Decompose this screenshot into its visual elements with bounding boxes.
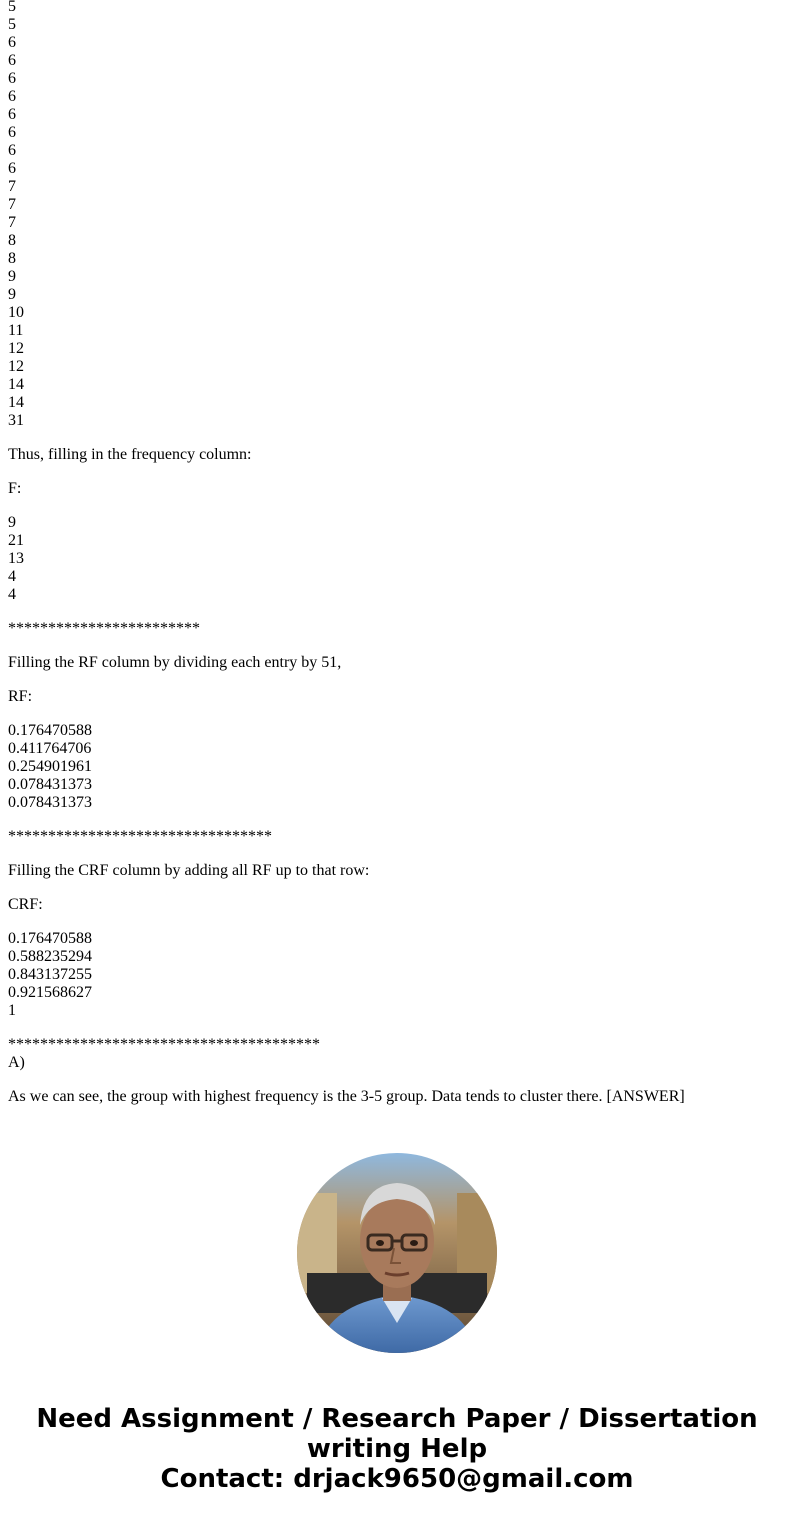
list-item: 12 [8, 358, 24, 375]
list-item: 5 [8, 0, 16, 15]
list-item: 21 [8, 532, 24, 549]
list-item: 7 [8, 178, 16, 195]
separator: *************************************** [8, 1036, 320, 1053]
list-item: 10 [8, 304, 24, 321]
part-label: A) [8, 1054, 25, 1071]
answer-text: As we can see, the group with highest frequency is the 3-5 group. Data tends to cluster there. [ANSWER] [8, 1088, 685, 1105]
tutor-photo [297, 1153, 497, 1353]
list-item: 6 [8, 142, 16, 159]
list-item: 0.588235294 [8, 948, 92, 965]
list-item: 8 [8, 232, 16, 249]
list-item: 7 [8, 196, 16, 213]
list-item: 6 [8, 52, 16, 69]
frequency-label: F: [8, 480, 22, 497]
list-item: 4 [8, 586, 16, 603]
list-item: 1 [8, 1002, 16, 1019]
list-item: 0.921568627 [8, 984, 92, 1001]
list-item: 13 [8, 550, 24, 567]
list-item: 0.078431373 [8, 794, 92, 811]
promo-line: writing Help [306, 1434, 488, 1464]
list-item: 9 [8, 514, 16, 531]
crf-intro: Filling the CRF column by adding all RF up to that row: [8, 862, 370, 879]
promo-line: Need Assignment / Research Paper / Dissertation [36, 1404, 758, 1434]
rf-values [8, 722, 786, 812]
person-portrait-icon [297, 1153, 497, 1353]
list-item: 0.176470588 [8, 722, 92, 739]
list-item: 9 [8, 268, 16, 285]
list-item: 0.254901961 [8, 758, 92, 775]
solution-document [8, 0, 786, 1122]
list-item: 11 [8, 322, 24, 339]
promo-contact: Contact: drjack9650@gmail.com [160, 1464, 634, 1494]
list-item: 6 [8, 160, 16, 177]
frequency-values [8, 514, 786, 604]
list-item: 8 [8, 250, 16, 267]
list-item: 0.843137255 [8, 966, 92, 983]
crf-values [8, 930, 786, 1020]
list-item: 14 [8, 376, 24, 393]
list-item: 5 [8, 16, 16, 33]
list-item: 6 [8, 106, 16, 123]
list-item: 12 [8, 340, 24, 357]
list-item: 6 [8, 88, 16, 105]
list-item: 0.411764706 [8, 740, 92, 757]
list-item: 0.078431373 [8, 776, 92, 793]
list-item: 7 [8, 214, 16, 231]
rf-label: RF: [8, 688, 33, 705]
sorted-data-list [8, 0, 786, 430]
list-item: 4 [8, 568, 16, 585]
promo-banner [0, 1404, 794, 1494]
list-item: 6 [8, 124, 16, 141]
list-item: 6 [8, 70, 16, 87]
separator: ************************ [8, 620, 200, 637]
frequency-intro: Thus, filling in the frequency column: [8, 446, 252, 463]
list-item: 6 [8, 34, 16, 51]
list-item: 9 [8, 286, 16, 303]
separator: ********************************* [8, 828, 272, 845]
rf-intro: Filling the RF column by dividing each entry by 51, [8, 654, 342, 671]
list-item: 14 [8, 394, 24, 411]
list-item: 31 [8, 412, 24, 429]
list-item: 0.176470588 [8, 930, 92, 947]
crf-label: CRF: [8, 896, 43, 913]
